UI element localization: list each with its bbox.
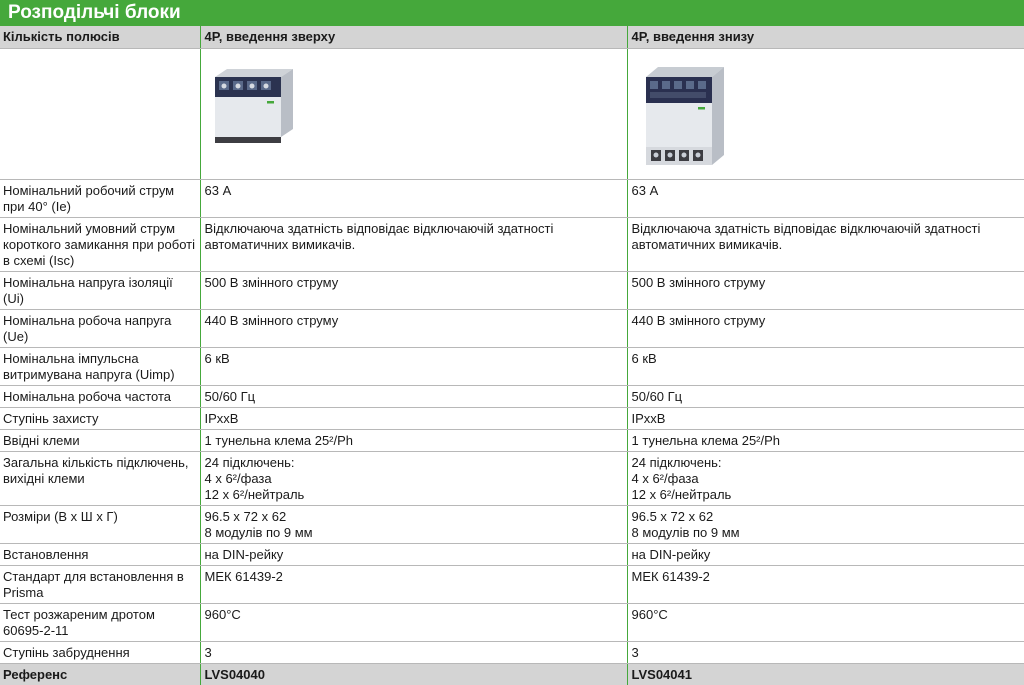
image-cell-col1 [200,49,627,180]
value-cell-col2: 24 підключень: 4 x 6²/фаза 12 x 6²/нейтраль [627,452,1024,506]
value-cell-col1: 960°C [200,604,627,642]
value-cell-col2: на DIN-рейку [627,544,1024,566]
value-cell-col2: 500 В змінного струму [627,272,1024,310]
value-cell-col2: 96.5 х 72 х 62 8 модулів по 9 мм [627,506,1024,544]
table-row [0,348,1024,386]
image-row-empty-cell [0,49,200,180]
value-cell-col2: 960°C [627,604,1024,642]
spec-rows [0,180,1024,664]
param-cell: Ступінь забруднення [0,642,200,664]
image-cell-col2 [627,49,1024,180]
value-cell-col2: 1 тунельна клема 25²/Ph [627,430,1024,452]
header-col2: 4P, введення знизу [627,26,1024,49]
param-cell: Загальна кількість підключень, вихідні клеми [0,452,200,506]
param-cell: Встановлення [0,544,200,566]
value-cell-col2: 63 А [627,180,1024,218]
param-cell: Номінальний робочий струм при 40° (Ie) [0,180,200,218]
value-cell-col2: 3 [627,642,1024,664]
table-row [0,386,1024,408]
value-cell-col1: IPxxB [200,408,627,430]
spec-table [0,26,1024,685]
table-row [0,310,1024,348]
value-cell-col1: 3 [200,642,627,664]
value-cell-col2: 50/60 Гц [627,386,1024,408]
value-cell-col2: Відключаюча здатність відповідає відключаючій здатності автоматичних вимикачів. [627,218,1024,272]
value-cell-col1: 96.5 х 72 х 62 8 модулів по 9 мм [200,506,627,544]
param-cell: Розміри (В х Ш х Г) [0,506,200,544]
table-row [0,272,1024,310]
param-cell: Ввідні клеми [0,430,200,452]
value-cell-col1: 63 А [200,180,627,218]
param-cell: Тест розжареним дротом 60695-2-11 [0,604,200,642]
table-row [0,218,1024,272]
distribution-block-top-entry-image [205,57,295,147]
image-row [0,49,1024,180]
value-cell-col1: Відключаюча здатність відповідає відключаючій здатності автоматичних вимикачів. [200,218,627,272]
param-cell: Номінальна напруга ізоляції (Ui) [0,272,200,310]
page-title: Розподільчі блоки [0,0,1024,26]
table-row [0,408,1024,430]
param-cell: Номінальна робоча частота [0,386,200,408]
param-cell: Номінальна робоча напруга (Ue) [0,310,200,348]
table-row [0,604,1024,642]
table-row [0,642,1024,664]
header-param-label: Кількість полюсів [0,26,200,49]
table-header-row [0,26,1024,49]
header-col1: 4P, введення зверху [200,26,627,49]
value-cell-col2: МЕК 61439-2 [627,566,1024,604]
value-cell-col1: 24 підключень: 4 x 6²/фаза 12 x 6²/нейтраль [200,452,627,506]
param-cell: Номінальний умовний струм короткого замикання при роботі в схемі (Isc) [0,218,200,272]
value-cell-col2: 6 кВ [627,348,1024,386]
distribution-block-bottom-entry-image [632,57,728,177]
reference-row [0,664,1024,685]
param-cell: Номінальна імпульсна витримувана напруга (Uimp) [0,348,200,386]
reference-label: Референс [0,664,200,685]
reference-col2: LVS04041 [627,664,1024,685]
reference-col1: LVS04040 [200,664,627,685]
param-cell: Стандарт для встановлення в Prisma [0,566,200,604]
value-cell-col1: МЕК 61439-2 [200,566,627,604]
value-cell-col1: на DIN-рейку [200,544,627,566]
value-cell-col1: 1 тунельна клема 25²/Ph [200,430,627,452]
table-row [0,430,1024,452]
value-cell-col2: IPxxB [627,408,1024,430]
value-cell-col1: 440 В змінного струму [200,310,627,348]
value-cell-col1: 6 кВ [200,348,627,386]
table-row [0,506,1024,544]
value-cell-col1: 50/60 Гц [200,386,627,408]
table-row [0,180,1024,218]
value-cell-col1: 500 В змінного струму [200,272,627,310]
param-cell: Ступінь захисту [0,408,200,430]
value-cell-col2: 440 В змінного струму [627,310,1024,348]
table-row [0,544,1024,566]
table-row [0,452,1024,506]
table-row [0,566,1024,604]
